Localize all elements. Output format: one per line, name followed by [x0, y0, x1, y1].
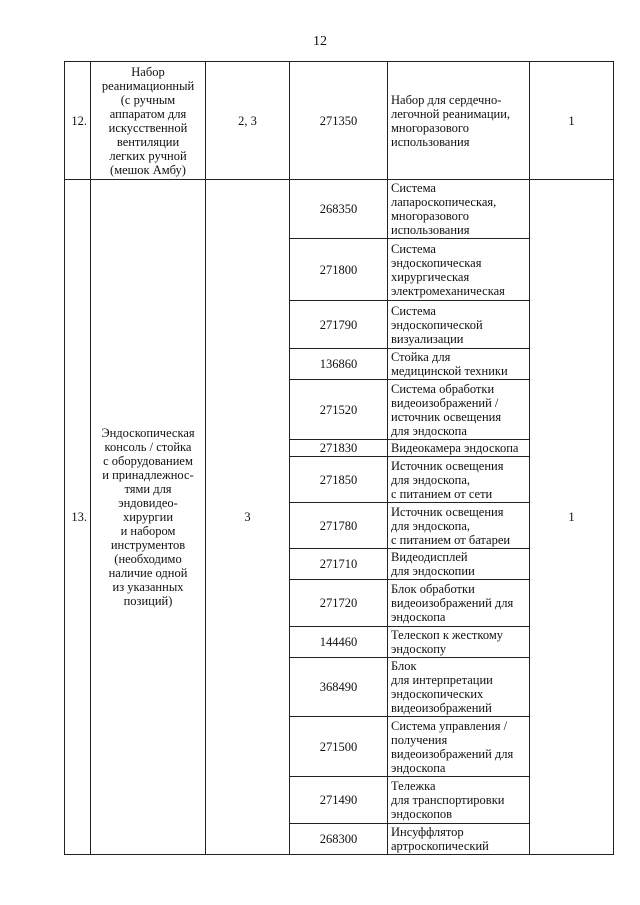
equipment-description-line: Набор для сердечно- — [391, 92, 502, 107]
equipment-description-line: многоразового — [391, 120, 469, 135]
equipment-description-line: лапароскопическая, — [391, 195, 497, 209]
equipment-name-line: позиций) — [123, 594, 173, 608]
equipment-description — [388, 824, 530, 855]
equipment-description-line: Система обработки — [391, 381, 495, 396]
equipment-description-line: медицинской техники — [391, 364, 508, 378]
equipment-description-line: с питанием от батареи — [391, 532, 511, 547]
equipment-description-line: артроскопический — [391, 839, 489, 853]
equipment-description-line: использования — [391, 134, 470, 149]
equipment-name-line: с оборудованием — [103, 454, 193, 468]
equipment-description-line: для эндоскопии — [391, 564, 475, 578]
equipment-name-line: наличие одной — [108, 566, 188, 580]
equipment-code: 271710 — [290, 549, 388, 580]
equipment-description-line: электромеханическая — [391, 283, 505, 298]
equipment-description-line: с питанием от сети — [391, 486, 493, 501]
equipment-name — [91, 62, 206, 180]
equipment-description-line: эндоскопов — [391, 807, 453, 821]
equipment-name-line: Набор — [131, 64, 165, 79]
equipment-description-line: легочной реанимации, — [391, 106, 511, 121]
equipment-description — [388, 349, 530, 380]
equipment-table — [64, 61, 614, 855]
equipment-description-line: Инсуффлятор — [391, 825, 464, 839]
equipment-name-line: Эндоскопическая — [101, 426, 195, 440]
equipment-name-line: и набором — [120, 524, 176, 538]
equipment-code: 271780 — [290, 503, 388, 549]
equipment-description-line: эндоскопических — [391, 687, 484, 701]
equipment-name-line: тями для — [124, 482, 172, 496]
equipment-name-line: (с ручным — [120, 92, 176, 107]
equipment-name-line: (мешок Амбу) — [110, 162, 186, 177]
equipment-description — [388, 457, 530, 503]
equipment-code: 271520 — [290, 380, 388, 440]
equipment-description-line: эндоскопа — [391, 610, 446, 624]
equipment-description-line: видеоизображений / — [391, 395, 499, 410]
equipment-code: 271490 — [290, 777, 388, 824]
equipment-name-line: консоль / стойка — [104, 440, 192, 454]
equipment-description-line: Видеокамера эндоскопа — [391, 441, 519, 455]
equipment-code: 271720 — [290, 580, 388, 627]
equipment-code: 271800 — [290, 239, 388, 301]
equipment-name-line: легких ручной — [109, 148, 187, 163]
equipment-code: 271850 — [290, 457, 388, 503]
equipment-description — [388, 380, 530, 440]
equipment-name-line: искусственной — [108, 120, 188, 135]
equipment-description-line: эндоскопическая — [391, 255, 482, 270]
equipment-description-line: Видеодисплей — [391, 550, 468, 564]
equipment-description-line: видеоизображений — [391, 701, 492, 715]
equipment-description — [388, 777, 530, 824]
equipment-description-line: Система — [391, 241, 436, 256]
equipment-description — [388, 580, 530, 627]
equipment-code: 144460 — [290, 627, 388, 658]
equipment-name-line: аппаратом для — [109, 106, 187, 121]
equipment-description-line: Система управления / — [391, 718, 508, 733]
equipment-description-line: получения — [391, 732, 448, 747]
equipment-description-line: для эндоскопа, — [391, 472, 471, 487]
equipment-description-line: видеоизображений для — [391, 596, 514, 610]
equipment-name-line: реанимационный — [101, 78, 195, 93]
row-number: 12. — [65, 62, 91, 180]
equipment-code: 271790 — [290, 301, 388, 349]
equipment-description-line: для интерпретации — [391, 673, 493, 687]
equipment-code: 271500 — [290, 717, 388, 777]
equipment-code: 271350 — [290, 62, 388, 180]
equipment-quantity: 1 — [530, 62, 614, 180]
equipment-description — [388, 658, 530, 717]
equipment-name-line: из указанных — [112, 580, 184, 594]
equipment-description — [388, 62, 530, 180]
equipment-description-line: для эндоскопа — [391, 423, 467, 438]
equipment-class: 3 — [206, 180, 290, 855]
equipment-description-line: Телескоп к жесткому — [391, 628, 504, 642]
equipment-description-line: эндоскопической — [391, 317, 483, 332]
equipment-code: 271830 — [290, 440, 388, 457]
equipment-description-line: Источник освещения — [391, 458, 504, 473]
equipment-description-line: Тележка — [391, 779, 436, 793]
equipment-description-line: Блок обработки — [391, 582, 475, 596]
equipment-name — [91, 180, 206, 855]
equipment-description-line: Система — [391, 303, 436, 318]
equipment-code: 268300 — [290, 824, 388, 855]
equipment-description-line: для эндоскопа, — [391, 518, 471, 533]
equipment-description — [388, 440, 530, 457]
page-number: 12 — [313, 34, 327, 49]
equipment-description-line: эндоскопа — [391, 760, 446, 775]
equipment-description — [388, 239, 530, 301]
row-number: 13. — [65, 180, 91, 855]
equipment-name-line: инструментов — [110, 538, 186, 552]
equipment-class: 2, 3 — [206, 62, 290, 180]
equipment-description-line: Стойка для — [391, 350, 451, 364]
equipment-name-line: (необходимо — [114, 552, 182, 566]
equipment-description-line: хирургическая — [391, 269, 470, 284]
equipment-description-line: эндоскопу — [391, 642, 447, 656]
equipment-code: 368490 — [290, 658, 388, 717]
equipment-name-line: эндовидео- — [118, 496, 178, 510]
table-row — [65, 180, 614, 239]
equipment-description-line: Источник освещения — [391, 504, 504, 519]
equipment-description — [388, 549, 530, 580]
equipment-description-line: многоразового — [391, 209, 469, 223]
equipment-code: 268350 — [290, 180, 388, 239]
equipment-description — [388, 301, 530, 349]
equipment-name-line: и принадлежнос- — [102, 468, 194, 482]
equipment-name-line: вентиляции — [116, 134, 180, 149]
equipment-description-line: видеоизображений для — [391, 746, 514, 761]
table-row — [65, 62, 614, 180]
equipment-description — [388, 503, 530, 549]
equipment-name-line: хирургии — [122, 510, 174, 524]
equipment-description — [388, 180, 530, 239]
equipment-description — [388, 627, 530, 658]
equipment-code: 136860 — [290, 349, 388, 380]
equipment-quantity: 1 — [530, 180, 614, 855]
equipment-description-line: использования — [391, 223, 470, 237]
equipment-description-line: источник освещения — [391, 409, 502, 424]
equipment-description-line: Система — [391, 181, 436, 195]
equipment-description-line: Блок — [391, 659, 417, 673]
equipment-description-line: визуализации — [391, 331, 464, 346]
equipment-description — [388, 717, 530, 777]
equipment-description-line: для транспортировки — [391, 793, 505, 807]
